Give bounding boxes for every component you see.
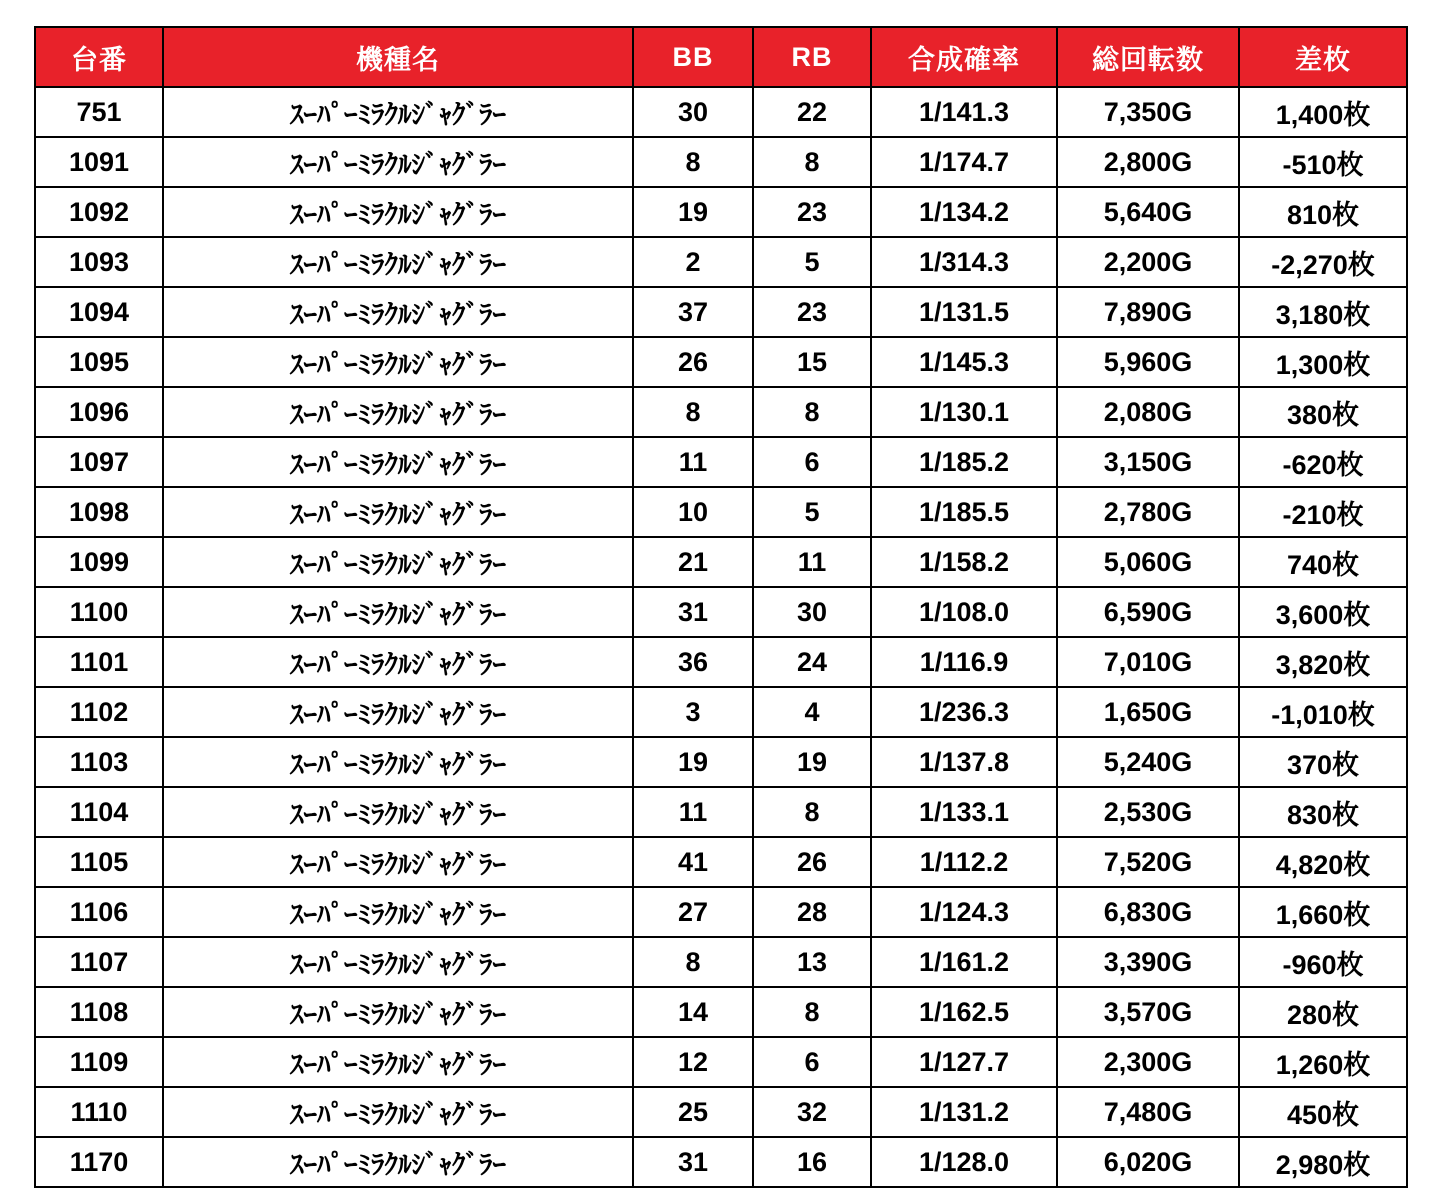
column-header-diff-medals: 差枚: [1239, 27, 1407, 87]
cell-machine-name: ｽｰﾊﾟｰﾐﾗｸﾙｼﾞｬｸﾞﾗｰ: [163, 337, 633, 387]
table-row: [35, 87, 1407, 137]
cell-machine-number: 1107: [35, 937, 163, 987]
cell-machine-name: ｽｰﾊﾟｰﾐﾗｸﾙｼﾞｬｸﾞﾗｰ: [163, 237, 633, 287]
cell-total-games: 5,640G: [1057, 187, 1239, 237]
cell-machine-number: 1094: [35, 287, 163, 337]
table-row: [35, 487, 1407, 537]
cell-combined-rate: 1/185.2: [871, 437, 1057, 487]
cell-rb: 23: [753, 287, 871, 337]
cell-bb: 31: [633, 1137, 753, 1187]
column-header-total-games: 総回転数: [1057, 27, 1239, 87]
cell-diff-medals: -1,010枚: [1239, 687, 1407, 737]
cell-machine-name: ｽｰﾊﾟｰﾐﾗｸﾙｼﾞｬｸﾞﾗｰ: [163, 887, 633, 937]
cell-machine-number: 1095: [35, 337, 163, 387]
cell-bb: 25: [633, 1087, 753, 1137]
cell-combined-rate: 1/108.0: [871, 587, 1057, 637]
table-header: [35, 27, 1407, 87]
cell-bb: 8: [633, 387, 753, 437]
cell-machine-number: 1101: [35, 637, 163, 687]
table-row: [35, 837, 1407, 887]
cell-rb: 22: [753, 87, 871, 137]
cell-total-games: 7,890G: [1057, 287, 1239, 337]
cell-machine-name: ｽｰﾊﾟｰﾐﾗｸﾙｼﾞｬｸﾞﾗｰ: [163, 1087, 633, 1137]
cell-bb: 12: [633, 1037, 753, 1087]
cell-diff-medals: 1,400枚: [1239, 87, 1407, 137]
cell-total-games: 2,080G: [1057, 387, 1239, 437]
cell-combined-rate: 1/112.2: [871, 837, 1057, 887]
cell-combined-rate: 1/161.2: [871, 937, 1057, 987]
cell-combined-rate: 1/131.2: [871, 1087, 1057, 1137]
cell-combined-rate: 1/162.5: [871, 987, 1057, 1037]
cell-diff-medals: -960枚: [1239, 937, 1407, 987]
cell-total-games: 1,650G: [1057, 687, 1239, 737]
cell-bb: 11: [633, 787, 753, 837]
cell-machine-name: ｽｰﾊﾟｰﾐﾗｸﾙｼﾞｬｸﾞﾗｰ: [163, 687, 633, 737]
machine-results-table: [34, 26, 1408, 1188]
cell-combined-rate: 1/127.7: [871, 1037, 1057, 1087]
cell-total-games: 5,060G: [1057, 537, 1239, 587]
cell-machine-name: ｽｰﾊﾟｰﾐﾗｸﾙｼﾞｬｸﾞﾗｰ: [163, 987, 633, 1037]
cell-diff-medals: 3,180枚: [1239, 287, 1407, 337]
cell-machine-name: ｽｰﾊﾟｰﾐﾗｸﾙｼﾞｬｸﾞﾗｰ: [163, 137, 633, 187]
cell-machine-number: 1109: [35, 1037, 163, 1087]
cell-total-games: 2,800G: [1057, 137, 1239, 187]
table-row: [35, 787, 1407, 837]
cell-machine-number: 1108: [35, 987, 163, 1037]
table-row: [35, 587, 1407, 637]
cell-diff-medals: 1,660枚: [1239, 887, 1407, 937]
cell-total-games: 5,240G: [1057, 737, 1239, 787]
cell-rb: 13: [753, 937, 871, 987]
cell-machine-number: 1102: [35, 687, 163, 737]
cell-bb: 41: [633, 837, 753, 887]
cell-machine-number: 1104: [35, 787, 163, 837]
cell-rb: 8: [753, 987, 871, 1037]
cell-machine-name: ｽｰﾊﾟｰﾐﾗｸﾙｼﾞｬｸﾞﾗｰ: [163, 937, 633, 987]
cell-rb: 32: [753, 1087, 871, 1137]
cell-machine-number: 1103: [35, 737, 163, 787]
cell-bb: 19: [633, 187, 753, 237]
cell-machine-name: ｽｰﾊﾟｰﾐﾗｸﾙｼﾞｬｸﾞﾗｰ: [163, 437, 633, 487]
table-row: [35, 437, 1407, 487]
cell-total-games: 2,300G: [1057, 1037, 1239, 1087]
column-header-machine-number: 台番: [35, 27, 163, 87]
cell-combined-rate: 1/137.8: [871, 737, 1057, 787]
cell-bb: 36: [633, 637, 753, 687]
table-row: [35, 237, 1407, 287]
cell-total-games: 7,350G: [1057, 87, 1239, 137]
cell-bb: 30: [633, 87, 753, 137]
cell-diff-medals: 280枚: [1239, 987, 1407, 1037]
cell-machine-name: ｽｰﾊﾟｰﾐﾗｸﾙｼﾞｬｸﾞﾗｰ: [163, 837, 633, 887]
cell-machine-number: 1170: [35, 1137, 163, 1187]
cell-machine-name: ｽｰﾊﾟｰﾐﾗｸﾙｼﾞｬｸﾞﾗｰ: [163, 787, 633, 837]
cell-diff-medals: 810枚: [1239, 187, 1407, 237]
cell-bb: 2: [633, 237, 753, 287]
cell-machine-number: 1097: [35, 437, 163, 487]
cell-bb: 27: [633, 887, 753, 937]
cell-bb: 14: [633, 987, 753, 1037]
cell-diff-medals: 1,300枚: [1239, 337, 1407, 387]
cell-rb: 4: [753, 687, 871, 737]
cell-machine-name: ｽｰﾊﾟｰﾐﾗｸﾙｼﾞｬｸﾞﾗｰ: [163, 287, 633, 337]
table-row: [35, 187, 1407, 237]
cell-bb: 26: [633, 337, 753, 387]
cell-combined-rate: 1/185.5: [871, 487, 1057, 537]
cell-rb: 5: [753, 237, 871, 287]
cell-machine-name: ｽｰﾊﾟｰﾐﾗｸﾙｼﾞｬｸﾞﾗｰ: [163, 1137, 633, 1187]
cell-machine-name: ｽｰﾊﾟｰﾐﾗｸﾙｼﾞｬｸﾞﾗｰ: [163, 737, 633, 787]
cell-diff-medals: 2,980枚: [1239, 1137, 1407, 1187]
cell-bb: 19: [633, 737, 753, 787]
cell-total-games: 7,480G: [1057, 1087, 1239, 1137]
cell-combined-rate: 1/133.1: [871, 787, 1057, 837]
cell-machine-name: ｽｰﾊﾟｰﾐﾗｸﾙｼﾞｬｸﾞﾗｰ: [163, 87, 633, 137]
cell-machine-number: 1106: [35, 887, 163, 937]
cell-diff-medals: 450枚: [1239, 1087, 1407, 1137]
cell-machine-number: 1096: [35, 387, 163, 437]
cell-machine-name: ｽｰﾊﾟｰﾐﾗｸﾙｼﾞｬｸﾞﾗｰ: [163, 187, 633, 237]
table-row: [35, 137, 1407, 187]
cell-bb: 10: [633, 487, 753, 537]
cell-machine-name: ｽｰﾊﾟｰﾐﾗｸﾙｼﾞｬｸﾞﾗｰ: [163, 587, 633, 637]
cell-total-games: 2,200G: [1057, 237, 1239, 287]
cell-diff-medals: 830枚: [1239, 787, 1407, 837]
table-row: [35, 387, 1407, 437]
cell-rb: 8: [753, 387, 871, 437]
cell-rb: 26: [753, 837, 871, 887]
table-row: [35, 287, 1407, 337]
cell-diff-medals: 1,260枚: [1239, 1037, 1407, 1087]
cell-total-games: 6,590G: [1057, 587, 1239, 637]
cell-rb: 28: [753, 887, 871, 937]
cell-machine-name: ｽｰﾊﾟｰﾐﾗｸﾙｼﾞｬｸﾞﾗｰ: [163, 387, 633, 437]
cell-bb: 8: [633, 937, 753, 987]
cell-bb: 8: [633, 137, 753, 187]
cell-total-games: 3,390G: [1057, 937, 1239, 987]
cell-diff-medals: -620枚: [1239, 437, 1407, 487]
cell-machine-number: 1093: [35, 237, 163, 287]
cell-combined-rate: 1/134.2: [871, 187, 1057, 237]
cell-machine-number: 1110: [35, 1087, 163, 1137]
cell-diff-medals: -2,270枚: [1239, 237, 1407, 287]
cell-combined-rate: 1/158.2: [871, 537, 1057, 587]
table-row: [35, 537, 1407, 587]
cell-total-games: 6,020G: [1057, 1137, 1239, 1187]
table-row: [35, 1087, 1407, 1137]
table-row: [35, 1137, 1407, 1187]
cell-rb: 6: [753, 437, 871, 487]
column-header-bb: BB: [633, 27, 753, 87]
cell-machine-name: ｽｰﾊﾟｰﾐﾗｸﾙｼﾞｬｸﾞﾗｰ: [163, 487, 633, 537]
cell-bb: 37: [633, 287, 753, 337]
cell-bb: 21: [633, 537, 753, 587]
table-row: [35, 337, 1407, 387]
cell-rb: 15: [753, 337, 871, 387]
cell-combined-rate: 1/236.3: [871, 687, 1057, 737]
header-row: [35, 27, 1407, 87]
table-row: [35, 887, 1407, 937]
table-row: [35, 937, 1407, 987]
cell-combined-rate: 1/116.9: [871, 637, 1057, 687]
cell-combined-rate: 1/124.3: [871, 887, 1057, 937]
cell-machine-number: 751: [35, 87, 163, 137]
cell-rb: 11: [753, 537, 871, 587]
cell-combined-rate: 1/131.5: [871, 287, 1057, 337]
cell-rb: 30: [753, 587, 871, 637]
cell-diff-medals: -510枚: [1239, 137, 1407, 187]
cell-machine-name: ｽｰﾊﾟｰﾐﾗｸﾙｼﾞｬｸﾞﾗｰ: [163, 637, 633, 687]
cell-machine-number: 1091: [35, 137, 163, 187]
cell-bb: 11: [633, 437, 753, 487]
table-row: [35, 987, 1407, 1037]
cell-total-games: 6,830G: [1057, 887, 1239, 937]
cell-diff-medals: 740枚: [1239, 537, 1407, 587]
cell-diff-medals: 3,600枚: [1239, 587, 1407, 637]
cell-diff-medals: 4,820枚: [1239, 837, 1407, 887]
cell-combined-rate: 1/145.3: [871, 337, 1057, 387]
table-row: [35, 637, 1407, 687]
cell-rb: 6: [753, 1037, 871, 1087]
cell-machine-name: ｽｰﾊﾟｰﾐﾗｸﾙｼﾞｬｸﾞﾗｰ: [163, 537, 633, 587]
cell-machine-number: 1099: [35, 537, 163, 587]
cell-diff-medals: 380枚: [1239, 387, 1407, 437]
cell-rb: 5: [753, 487, 871, 537]
cell-combined-rate: 1/128.0: [871, 1137, 1057, 1187]
cell-rb: 8: [753, 137, 871, 187]
cell-machine-number: 1100: [35, 587, 163, 637]
cell-total-games: 3,150G: [1057, 437, 1239, 487]
cell-total-games: 5,960G: [1057, 337, 1239, 387]
cell-total-games: 3,570G: [1057, 987, 1239, 1037]
cell-total-games: 2,780G: [1057, 487, 1239, 537]
cell-machine-number: 1092: [35, 187, 163, 237]
cell-total-games: 7,010G: [1057, 637, 1239, 687]
table-row: [35, 737, 1407, 787]
column-header-combined-rate: 合成確率: [871, 27, 1057, 87]
cell-diff-medals: 370枚: [1239, 737, 1407, 787]
cell-rb: 24: [753, 637, 871, 687]
table-row: [35, 687, 1407, 737]
cell-rb: 8: [753, 787, 871, 837]
cell-rb: 23: [753, 187, 871, 237]
cell-machine-name: ｽｰﾊﾟｰﾐﾗｸﾙｼﾞｬｸﾞﾗｰ: [163, 1037, 633, 1087]
cell-machine-number: 1098: [35, 487, 163, 537]
table-body: [35, 87, 1407, 1187]
cell-rb: 19: [753, 737, 871, 787]
cell-diff-medals: 3,820枚: [1239, 637, 1407, 687]
cell-combined-rate: 1/174.7: [871, 137, 1057, 187]
cell-rb: 16: [753, 1137, 871, 1187]
cell-combined-rate: 1/141.3: [871, 87, 1057, 137]
cell-combined-rate: 1/130.1: [871, 387, 1057, 437]
cell-bb: 31: [633, 587, 753, 637]
cell-combined-rate: 1/314.3: [871, 237, 1057, 287]
column-header-rb: RB: [753, 27, 871, 87]
cell-total-games: 2,530G: [1057, 787, 1239, 837]
table-row: [35, 1037, 1407, 1087]
cell-machine-number: 1105: [35, 837, 163, 887]
cell-total-games: 7,520G: [1057, 837, 1239, 887]
column-header-machine-name: 機種名: [163, 27, 633, 87]
cell-diff-medals: -210枚: [1239, 487, 1407, 537]
cell-bb: 3: [633, 687, 753, 737]
